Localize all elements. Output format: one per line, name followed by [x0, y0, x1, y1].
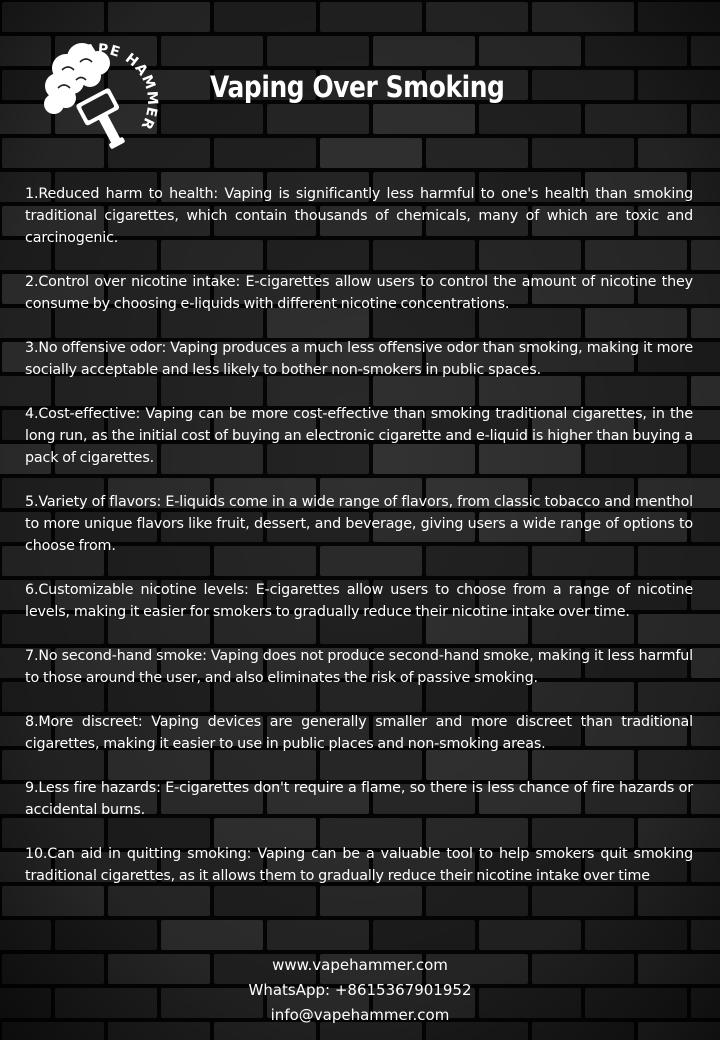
list-item: 10.Can aid in quitting smoking: Vaping can be a valuable tool to help smokers quit smoking traditional cigarettes, as it allows them to gradually reduce their nicotine intake over time — [25, 846, 693, 884]
list-item: 5.Variety of flavors: E-liquids come in a wide range of flavors, from classic tobacco and menthol to more unique flavors like fruit, dessert, and beverage, giving users a wide range of options to choose from. — [25, 494, 693, 554]
contact-info — [0, 953, 720, 1028]
list-item: 9.Less fire hazards: E-cigarettes don't require a flame, so there is less chance of fire hazards or accidental burns. — [25, 780, 693, 818]
list-item: 7.No second-hand smoke: Vaping does not produce second-hand smoke, making it less harmful to those around the user, and also eliminates the risk of passive smoking. — [25, 648, 693, 686]
list-item: 8.More discreet: Vaping devices are generally smaller and more discreet than traditional cigarettes, making it easier to use in public places and non-smoking areas. — [25, 714, 693, 752]
website-link[interactable]: www.vapehammer.com — [272, 956, 448, 974]
benefits-list — [25, 183, 693, 909]
list-item: 1.Reduced harm to health: Vaping is significantly less harmful to one's health than smoking traditional cigarettes, which contain thousands of chemicals, many of which are toxic and carcinogenic. — [25, 186, 693, 246]
list-item: 6.Customizable nicotine levels: E-cigarettes allow users to choose from a range of nicotine levels, making it easier for smokers to gradually reduce their nicotine intake over time. — [25, 582, 693, 620]
svg-text:VAPE HAMMER: VAPE HAMMER — [71, 41, 161, 133]
list-item: 2.Control over nicotine intake: E-cigarettes allow users to control the amount of nicotine they consume by choosing e-liquids with different nicotine concentrations. — [25, 274, 693, 312]
whatsapp-number: WhatsApp: +8615367901952 — [248, 981, 472, 999]
list-item: 3.No offensive odor: Vaping produces a much less offensive odor than smoking, making it more socially acceptable and less likely to bother non-smokers in public spaces. — [25, 340, 693, 378]
vape-hammer-logo-icon — [36, 30, 166, 160]
email-link[interactable]: info@vapehammer.com — [270, 1006, 450, 1024]
page-title: Vaping Over Smoking — [210, 70, 505, 104]
list-item: 4.Cost-effective: Vaping can be more cost-effective than smoking traditional cigarettes, in the long run, as the initial cost of buying an electronic cigarette and e-liquid is higher than buying a pack of cigarettes. — [25, 406, 693, 466]
